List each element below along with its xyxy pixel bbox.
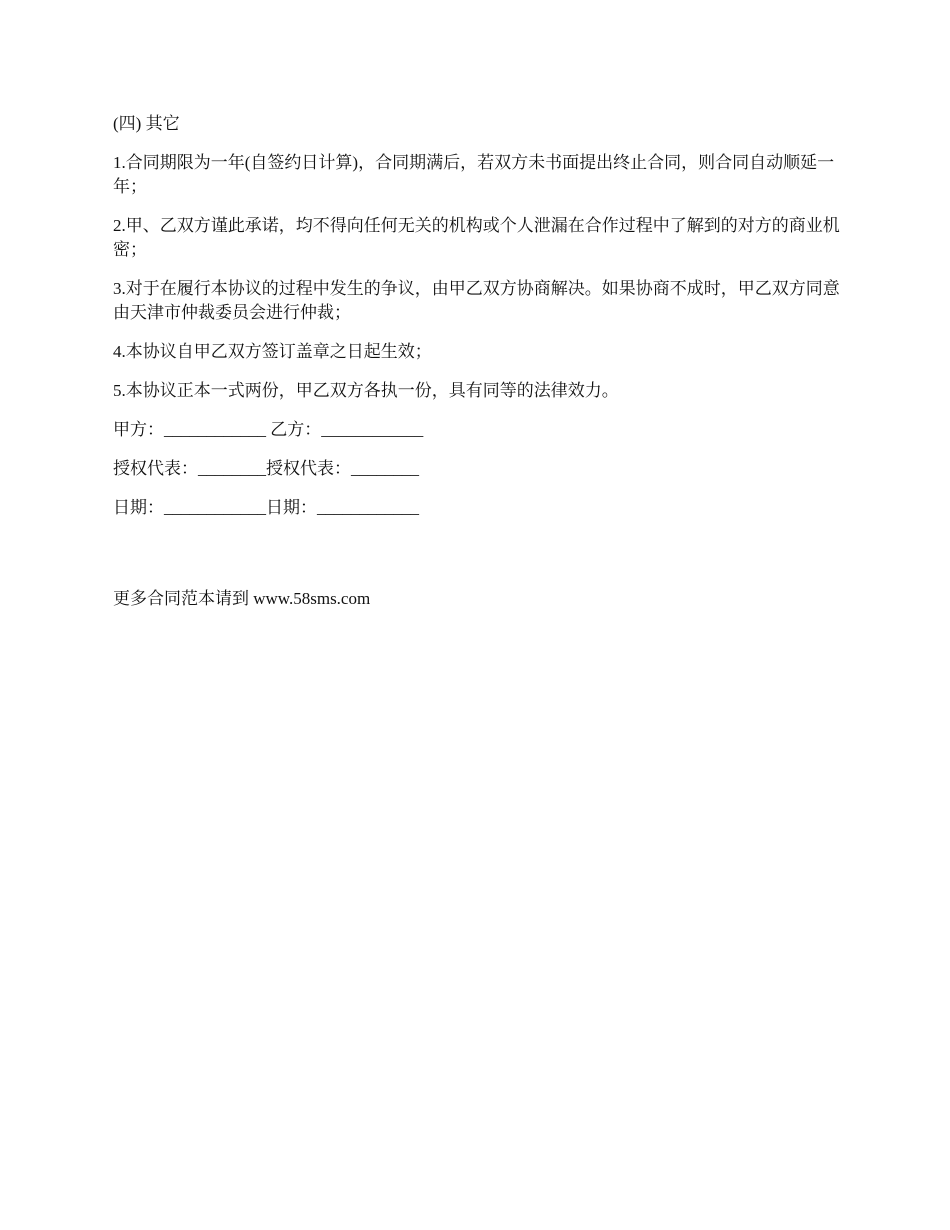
contract-page [113,112,843,535]
clause-5: 5.本协议正本一式两份，甲乙双方各执一份，具有同等的法律效力。 [113,381,619,400]
representative-signature-line: 授权代表：________授权代表：________ [113,459,419,478]
clause-1: 1.合同期限为一年(自签约日计算)，合同期满后，若双方未书面提出终止合同，则合同自动顺延一年； [113,153,835,196]
date-signature-line: 日期：____________日期：____________ [113,498,419,517]
party-signature-line: 甲方：____________ 乙方：____________ [113,420,424,439]
clause-3: 3.对于在履行本协议的过程中发生的争议，由甲乙双方协商解决。如果协商不成时，甲乙双方同意由天津市仲裁委员会进行仲裁； [113,279,840,322]
clause-4: 4.本协议自甲乙双方签订盖章之日起生效； [113,342,432,361]
footer-note: 更多合同范本请到 www.58sms.com [113,589,371,608]
section-heading: (四) 其它 [113,114,180,133]
clause-2: 2.甲、乙双方谨此承诺，均不得向任何无关的机构或个人泄漏在合作过程中了解到的对方的商业机密； [113,216,840,259]
